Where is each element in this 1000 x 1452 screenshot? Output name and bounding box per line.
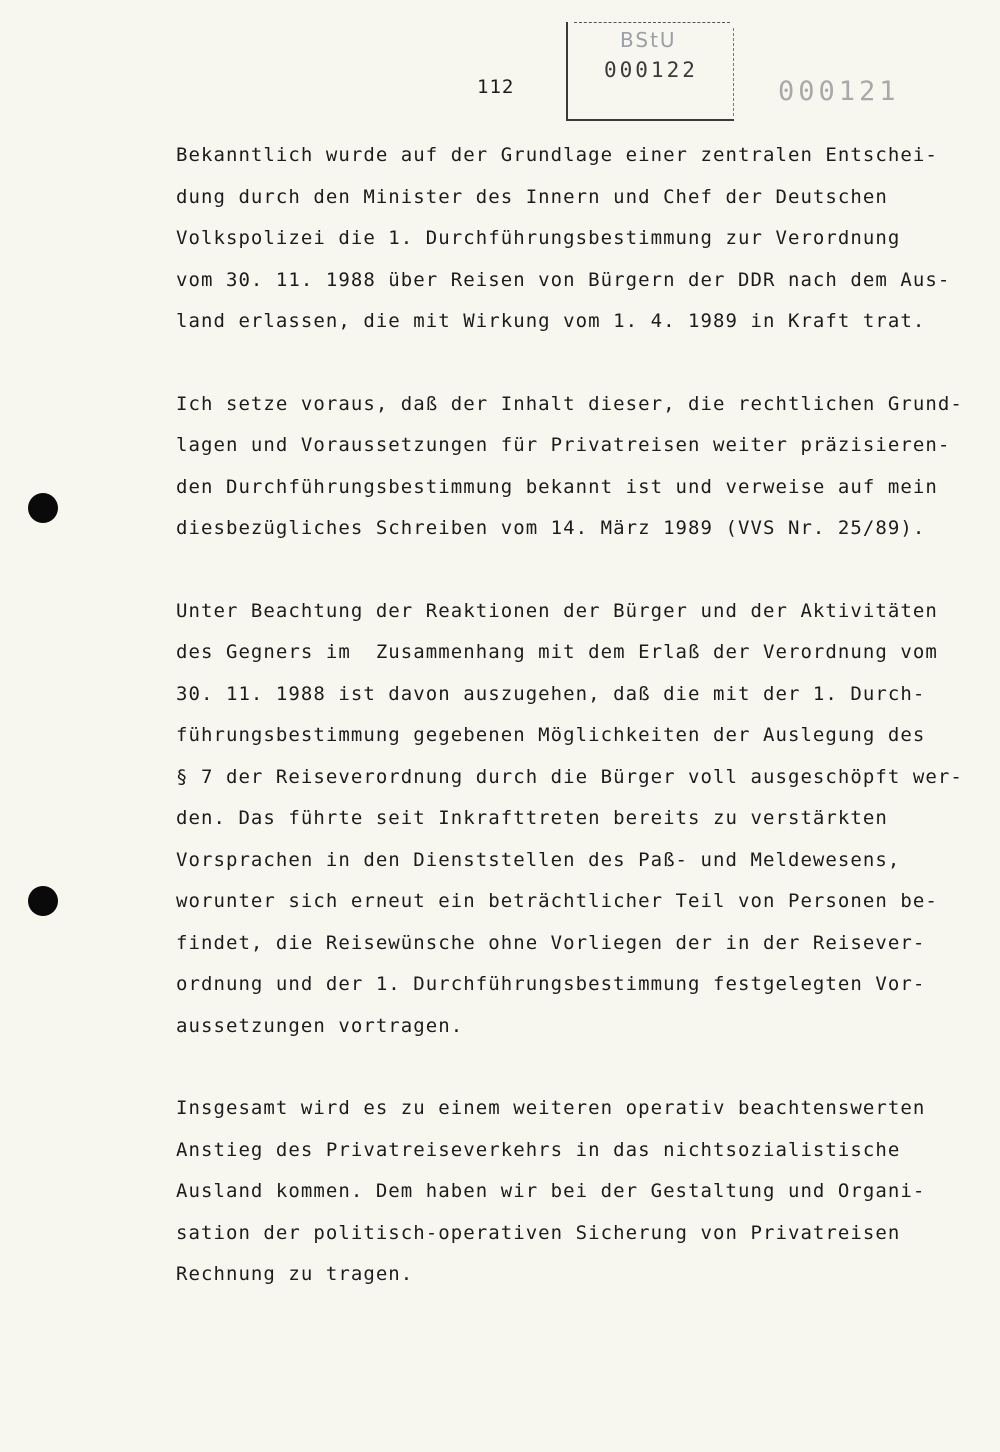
stamp-top-border [574, 22, 730, 23]
paragraph [176, 384, 963, 550]
text-line: worunter sich erneut ein beträchtlicher Teil von Personen be- [176, 890, 938, 912]
text-line: des Gegners im Zusammenhang mit dem Erlaß der Verordnung vom [176, 641, 938, 663]
text-line: den Durchführungsbestimmung bekannt ist und verweise auf mein [176, 475, 938, 498]
text-line: Vorsprachen in den Dienststellen des Paß- und Meldewesens, [176, 848, 901, 871]
text-line: lagen und Voraussetzungen für Privatreisen weiter präzisieren- [176, 434, 951, 456]
punch-hole-icon [28, 493, 58, 523]
paragraph [176, 591, 963, 1048]
text-line: Ausland kommen. Dem haben wir bei der Gestaltung und Organi- [176, 1180, 926, 1202]
text-line: Anstieg des Privatreiseverkehrs in das nichtsozialistische [176, 1138, 901, 1161]
text-line: § 7 der Reiseverordnung durch die Bürger voll ausgeschöpft wer- [176, 765, 963, 788]
text-line: diesbezügliches Schreiben vom 14. März 1989 (VVS Nr. 25/89). [176, 517, 926, 539]
punch-hole-icon [28, 886, 58, 916]
text-line: Bekanntlich wurde auf der Grundlage einer zentralen Entschei- [176, 144, 938, 166]
text-line: Insgesamt wird es zu einem weiteren operativ beachtenswerten [176, 1097, 926, 1119]
text-line: 30. 11. 1988 ist davon auszugehen, daß die mit der 1. Durch- [176, 682, 926, 705]
text-line: findet, die Reisewünsche ohne Vorliegen der in der Reisever- [176, 931, 926, 954]
body-text [176, 135, 963, 1337]
text-line: Unter Beachtung der Reaktionen der Bürger und der Aktivitäten [176, 599, 938, 622]
text-line: den. Das führte seit Inkrafttreten bereits zu verstärkten [176, 807, 888, 829]
paragraph [176, 1088, 956, 1296]
text-line: Rechnung zu tragen. [176, 1263, 414, 1285]
text-line: vom 30. 11. 1988 über Reisen von Bürgern der DDR nach dem Aus- [176, 268, 951, 291]
text-line: land erlassen, die mit Wirkung vom 1. 4. 1989 in Kraft trat. [176, 310, 926, 332]
stamp-number: 000122 [604, 58, 698, 82]
text-line: Volkspolizei die 1. Durchführungsbestimmung zur Verordnung [176, 227, 901, 249]
stamp-org-label: BStU [620, 28, 677, 52]
text-line: Ich setze voraus, daß der Inhalt dieser, die rechtlichen Grund- [176, 392, 963, 415]
archive-stamp [566, 22, 734, 121]
archive-page-number: 000121 [778, 76, 900, 107]
text-line: dung durch den Minister des Innern und Chef der Deutschen [176, 185, 888, 208]
stamp-right-border [733, 28, 734, 116]
text-line: sation der politisch-operativen Sicherung von Privatreisen [176, 1221, 901, 1244]
paragraph [176, 135, 956, 343]
text-line: ordnung und der 1. Durchführungsbestimmung festgelegten Vor- [176, 973, 926, 995]
page-number: 112 [477, 76, 515, 98]
text-line: führungsbestimmung gegebenen Möglichkeiten der Auslegung des [176, 724, 926, 746]
text-line: aussetzungen vortragen. [176, 1014, 464, 1037]
